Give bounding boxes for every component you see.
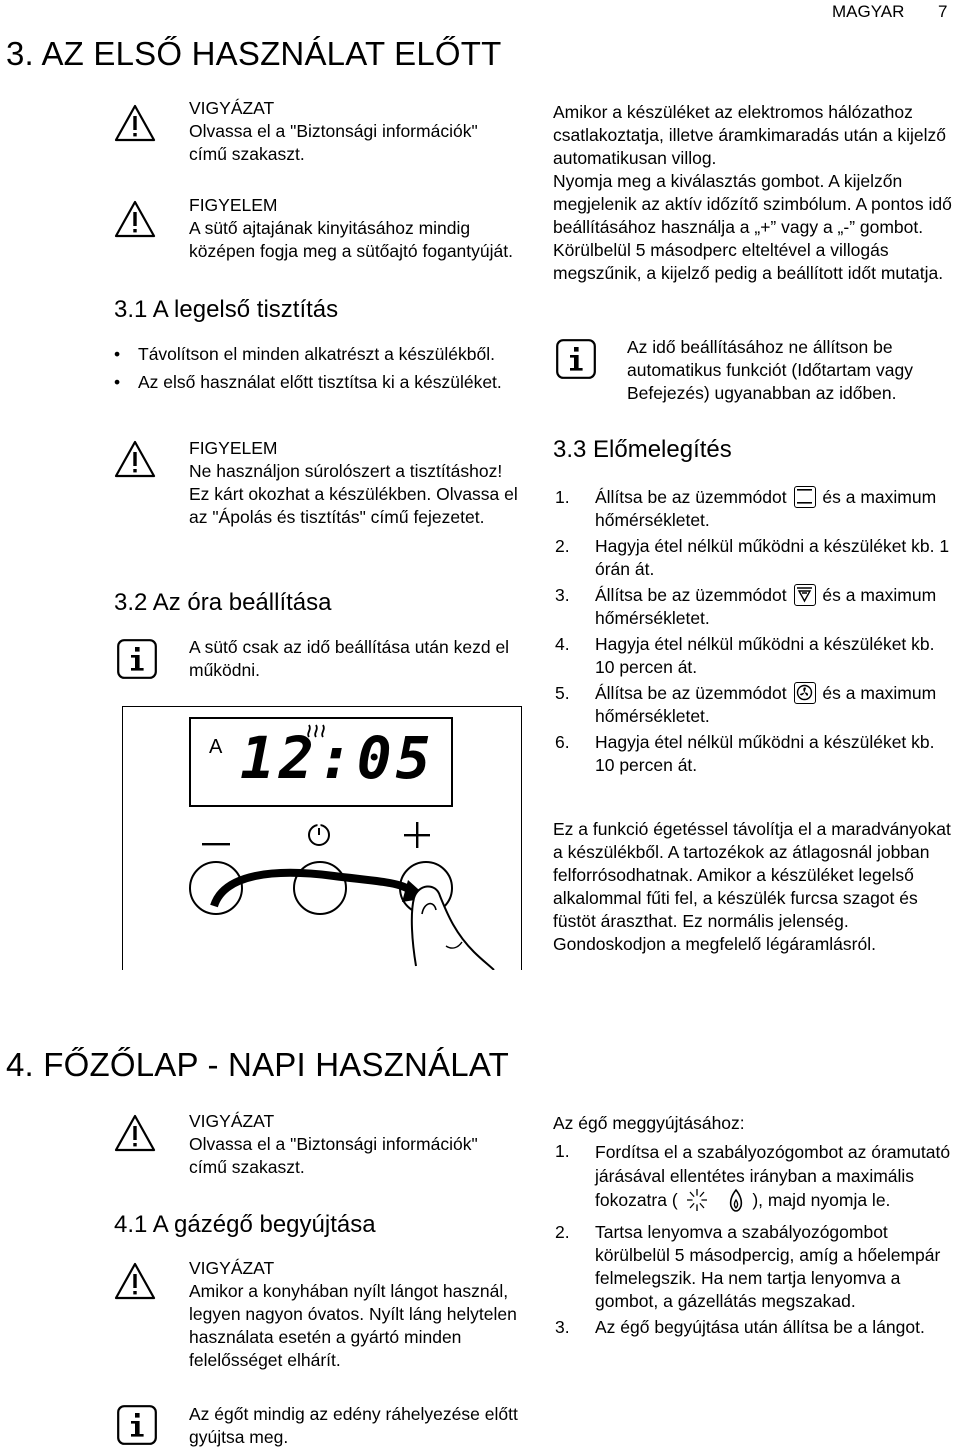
step-text: ), majd nyomja le. <box>752 1190 891 1210</box>
step-number: 1. <box>555 1141 570 1161</box>
list-item <box>555 1316 955 1339</box>
subsection-title: 3.1 A legelső tisztítás <box>114 296 339 323</box>
step-number: 1. <box>555 487 570 507</box>
step-number: 5. <box>555 683 570 703</box>
step-text: Fordítsa el a szabályozógombot az óramutató járásával ellentétes irányban a maximális fokozatra ( <box>595 1142 951 1210</box>
list-item <box>555 1140 955 1218</box>
warning-text: Olvassa el a "Biztonsági információk" című szakaszt. <box>189 121 478 164</box>
flame-icon <box>729 1188 743 1218</box>
grill-icon <box>794 584 816 606</box>
bullet-list <box>108 342 528 398</box>
caution-text: A sütő ajtajának kinyitásához mindig középen fogja meg a sütőajtó fogantyúját. <box>189 218 513 261</box>
display-indicator: A <box>209 736 223 758</box>
ignition-spark-icon <box>686 1188 708 1218</box>
plus-icon <box>404 822 430 853</box>
oven-control-panel-illustration <box>122 706 522 970</box>
warning-block <box>189 1257 519 1372</box>
warning-triangle-icon <box>114 1262 156 1300</box>
clock-icon <box>307 823 331 852</box>
step-number: 3. <box>555 585 570 605</box>
step-text: Állítsa be az üzemmódot <box>595 585 787 605</box>
list-item <box>555 486 955 532</box>
caution-title: FIGYELEM <box>189 195 278 215</box>
step-list <box>555 1140 955 1342</box>
step-text: Hagyja étel nélkül működni a készüléket kb. 10 percen át. <box>595 732 935 775</box>
page-number: 7 <box>938 2 948 21</box>
list-item: • Távolítson el minden alkatrészt a készülékből. <box>108 342 528 366</box>
step-text: Hagyja étel nélkül működni a készüléket kb. 10 percen át. <box>595 634 935 677</box>
section-title: 3. AZ ELSŐ HASZNÁLAT ELŐTT <box>6 35 502 72</box>
paragraph: Nyomja meg a kiválasztás gombot. A kijelzőn megjelenik az aktív időzítő szimbólum. A pontos idő beállításához használja a „+” vagy a „-” gombot. <box>553 171 952 237</box>
heat-indicator-icon <box>305 722 327 743</box>
caution-title: FIGYELEM <box>189 438 278 458</box>
paragraph: Az égő meggyújtásához: <box>553 1113 745 1133</box>
step-text: Az égő begyújtása után állítsa be a lángot. <box>595 1317 925 1337</box>
step-text: Állítsa be az üzemmódot <box>595 487 787 507</box>
paragraph: Amikor a készüléket az elektromos hálózathoz csatlakoztatja, illetve áramkimaradás után a kijelző automatikusan villog. <box>553 102 946 168</box>
list-item <box>555 633 955 679</box>
info-text: Az idő beállításához ne állítson be automatikus funkciót (Időtartam vagy Befejezés) ugyanabban az időben. <box>627 337 913 403</box>
warning-triangle-icon <box>114 104 156 142</box>
warning-title: VIGYÁZAT <box>189 1111 275 1131</box>
info-text: Az égőt mindig az edény ráhelyezése előtt gyújtsa meg. <box>189 1404 518 1447</box>
plus-button[interactable] <box>184 854 514 970</box>
minus-icon <box>202 834 230 852</box>
step-number: 3. <box>555 1317 570 1337</box>
warning-triangle-icon <box>114 440 156 478</box>
info-icon <box>117 1405 157 1445</box>
list-item <box>555 535 955 581</box>
list-item <box>555 584 955 630</box>
info-icon <box>556 339 596 379</box>
warning-title: VIGYÁZAT <box>189 1258 275 1278</box>
step-number: 4. <box>555 634 570 654</box>
display-time: 12:05 <box>240 724 435 792</box>
list-item: • Az első használat előtt tisztítsa ki a készüléket. <box>108 370 528 394</box>
step-text: és a maximum hőmérsékletet. <box>595 585 937 628</box>
paragraph: Körülbelül 5 másodperc elteltével a villogás megszűnik, a kijelző pedig a beállított időt mutatja. <box>553 240 944 283</box>
paragraph: Ez a funkció égetéssel távolítja el a maradványokat a készülékből. A tartozékok az átlagosnál jobban felforrósodhatnak. Amikor a készüléket legelső alkalommal fűti fel, a készülék furcsa szagot és füstöt áraszthat. Ez normális jelenség. Gondoskodjon a megfelelő légáramlásról. <box>553 819 951 954</box>
step-text: és a maximum hőmérsékletet. <box>595 683 937 726</box>
list-item <box>555 1221 955 1313</box>
info-text: A sütő csak az idő beállítása után kezd el működni. <box>189 637 510 680</box>
subsection-title: 3.3 Előmelegítés <box>553 436 732 463</box>
warning-triangle-icon <box>114 1114 156 1152</box>
step-text: Hagyja étel nélkül működni a készüléket kb. 1 órán át. <box>595 536 950 579</box>
warning-block <box>189 1110 519 1179</box>
subsection-title: 4.1 A gázégő begyújtása <box>114 1211 376 1238</box>
section-title: 4. FŐZŐLAP - NAPI HASZNÁLAT <box>6 1046 509 1083</box>
fan-icon <box>794 682 816 704</box>
list-item <box>555 682 955 728</box>
step-list <box>555 486 955 780</box>
caution-block <box>189 194 519 263</box>
top-bottom-heat-icon <box>794 486 816 508</box>
step-text: Tartsa lenyomva a szabályozógombot körülbelül 5 másodpercig, amíg a hőelempár felmelegszik. Ha nem tartja lenyomva a gombot, a gázellátás megszakad. <box>595 1222 941 1311</box>
step-text: és a maximum hőmérsékletet. <box>595 487 937 530</box>
caution-text: Ne használjon súrolószert a tisztításhoz! Ez kárt okozhat a készülékben. Olvassa el az "Ápolás és tisztítás" című fejezetet. <box>189 461 518 527</box>
caution-block <box>189 437 519 529</box>
warning-text: Amikor a konyhában nyílt lángot használ, legyen nagyon óvatos. Nyílt láng helytelen használata esetén a gyártó minden felelősséget elhárít. <box>189 1281 517 1370</box>
step-number: 2. <box>555 536 570 556</box>
warning-title: VIGYÁZAT <box>189 98 275 118</box>
info-icon <box>117 639 157 679</box>
step-number: 2. <box>555 1222 570 1242</box>
list-item <box>555 731 955 777</box>
warning-triangle-icon <box>114 200 156 238</box>
warning-text: Olvassa el a "Biztonsági információk" című szakaszt. <box>189 1134 478 1177</box>
step-text: Állítsa be az üzemmódot <box>595 683 787 703</box>
subsection-title: 3.2 Az óra beállítása <box>114 589 332 616</box>
warning-block <box>189 97 519 166</box>
step-number: 6. <box>555 732 570 752</box>
header-language: MAGYAR <box>832 2 905 21</box>
